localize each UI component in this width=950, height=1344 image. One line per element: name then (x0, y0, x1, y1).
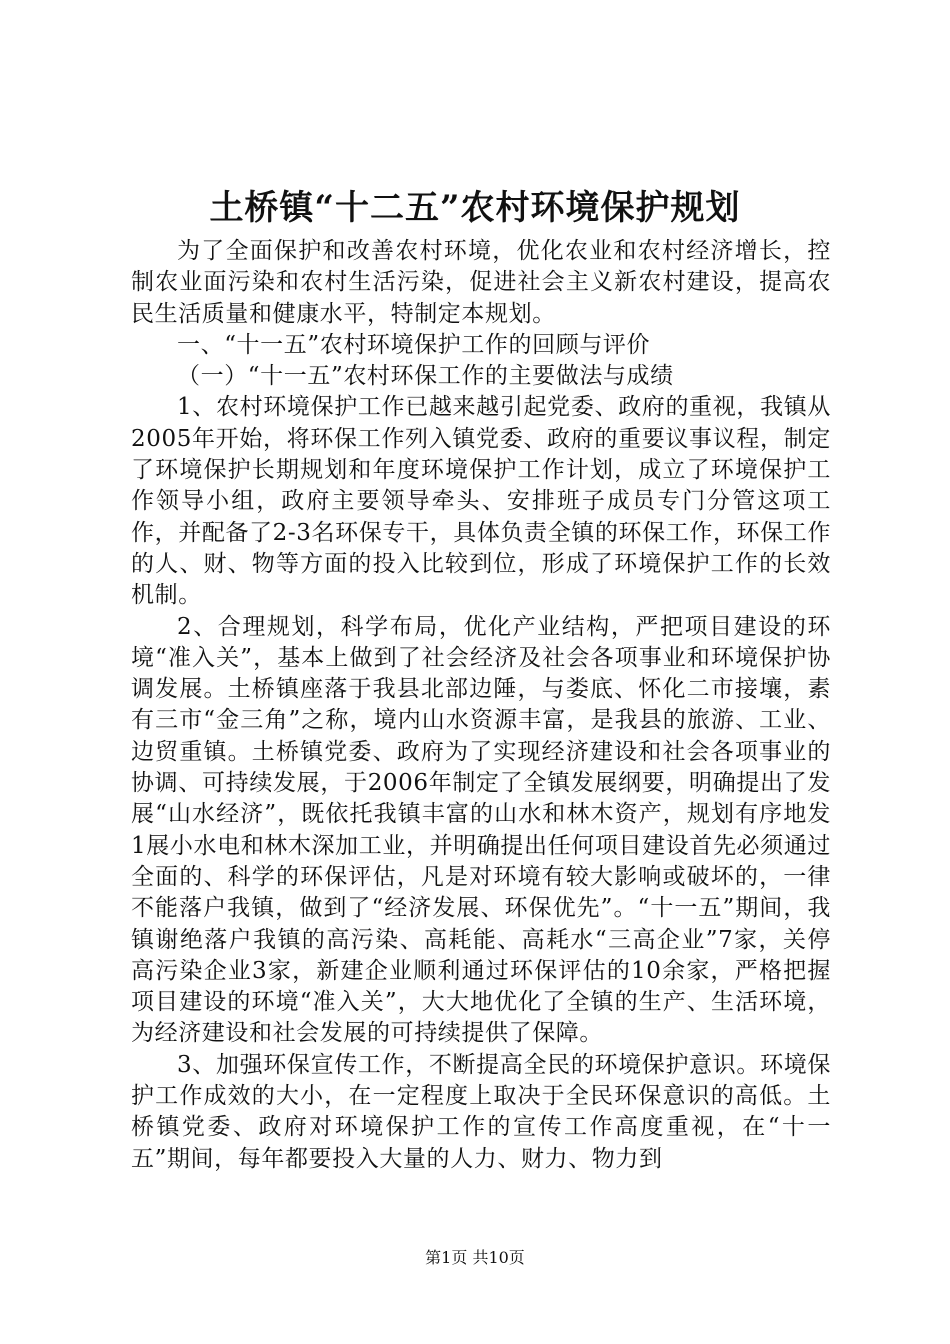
body-paragraph-2: 2、合理规划，科学布局，优化产业结构，严把项目建设的环境“准入关”，基本上做到了社会经济及社会各项事业和环境保护协调发展。土桥镇座落于我县北部边陲，与娄底、怀化二市接壤，素有三市“金三角”之称，境内山水资源丰富，是我县的旅游、工业、边贸重镇。土桥镇党委、政府为了实现经济建设和社会各项事业的协调、可持续发展，于2006年制定了全镇发展纲要，明确提出了发展“山水经济”，既依托我镇丰富的山水和林木资产，规划有序地发1展小水电和林木深加工业，并明确提出任何项目建设首先必须通过全面的、科学的环保评估，凡是对环境有较大影响或破坏的，一律不能落户我镇，做到了“经济发展、环保优先”。“十一五”期间，我镇谢绝落户我镇的高污染、高耗能、高耗水“三高企业”7家，关停高污染企业3家，新建企业顺利通过环保评估的10余家，严格把握项目建设的环境“准入关”，大大地优化了全镇的生产、生活环境，为经济建设和社会发展的可持续提供了保障。 (131, 613, 831, 1047)
document-body (131, 236, 831, 1175)
body-paragraph-3: 3、加强环保宣传工作，不断提高全民的环境保护意识。环境保护工作成效的大小，在一定程度上取决于全民环保意识的高低。土桥镇党委、政府对环境保护工作的宣传工作高度重视，在“十一五”期间，每年都要投入大量的人力、财力、物力到 (131, 1051, 831, 1172)
document-title: 土桥镇“十二五”农村环境保护规划 (209, 188, 741, 228)
section-heading: 一、“十一五”农村环境保护工作的回顾与评价 (177, 331, 651, 358)
body-paragraph-1: 1、农村环境保护工作已越来越引起党委、政府的重视，我镇从2005年开始，将环保工作列入镇党委、政府的重要议事议程，制定了环境保护长期规划和年度环境保护工作计划，成立了环境保护工作领导小组，政府主要领导牵头、安排班子成员专门分管这项工作，并配备了2-3名环保专干，具体负责全镇的环保工作，环保工作的人、财、物等方面的投入比较到位，形成了环境保护工作的长效机制。 (131, 394, 831, 609)
intro-paragraph: 为了全面保护和改善农村环境，优化农业和农村经济增长，控制农业面污染和农村生活污染，促进社会主义新农村建设，提高农民生活质量和健康水平，特制定本规划。 (131, 238, 831, 327)
page-number-footer: 第1页 共10页 (425, 1248, 525, 1267)
subsection-heading: （一）“十一五”农村环保工作的主要做法与成绩 (177, 363, 674, 390)
